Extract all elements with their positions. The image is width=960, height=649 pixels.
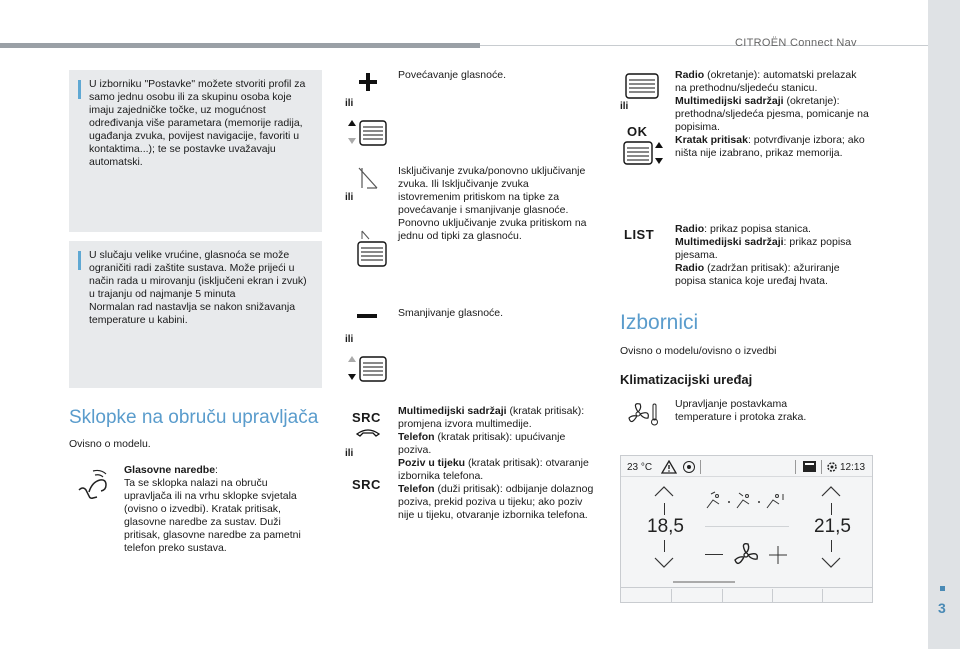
info-note-bar <box>78 251 81 270</box>
right-temperature[interactable]: 21,5 <box>814 516 851 537</box>
info-note-text: U slučaju velike vrućine, glasnoća se može ograničiti radi zaštite sustava. Može prijeći u način rada u mirovanju (isključeni ekran i zvuk) u trajanju od najmanje 5 minuta <box>89 249 307 300</box>
right-temp-down-chevron-icon[interactable] <box>820 556 842 570</box>
src-description <box>398 405 596 522</box>
volume-down-text: Smanjivanje glasnoće. <box>398 307 504 319</box>
section-subtitle: Ovisno o modelu. <box>69 438 151 450</box>
bottom-tab-divider <box>772 589 773 602</box>
list-term: Radio <box>675 262 705 274</box>
scroll-wheel-down-icon <box>346 354 388 384</box>
page-side-strip <box>928 0 960 649</box>
minus-icon <box>357 312 377 320</box>
info-note-heat <box>69 241 322 388</box>
left-temp-up-chevron-icon[interactable] <box>653 484 675 498</box>
section-title-switches: Sklopke na obruču upravljača <box>69 407 319 428</box>
fan-icon[interactable] <box>732 541 760 569</box>
temp-separator <box>831 503 832 515</box>
ok-text: (okretanje): prethodna/sljedeća pjesma, pomicanje na popisima. <box>675 95 869 133</box>
clock: 12:13 <box>840 462 866 473</box>
voice-command-text: Ta se sklopka nalazi na obruču upravljača ili na vrhu sklopke svjetala (ovisno o izvedbi). Kratak pritisak, glasovne naredbe za sustav. Duži pritisak, glasovne naredbe za pametni telefon preko sustava. <box>124 477 301 554</box>
voice-command-icon <box>73 468 111 506</box>
status-divider <box>700 460 701 474</box>
scroll-wheel-up-icon <box>346 118 388 148</box>
ok-text: : potvrđivanje izbora; ako ništa nije izabrano, prikaz memorija. <box>675 134 865 159</box>
ok-button-label: OK <box>627 124 648 139</box>
or-label: ili <box>345 334 354 345</box>
list-text: (zadržan pritisak): ažuriranje popisa stanica koje uređaj hvata. <box>675 262 840 287</box>
list-text: : prikaz popisa stanica. <box>704 223 811 235</box>
src-term: Telefon <box>398 431 435 443</box>
list-term: Multimedijski sadržaji <box>675 236 784 248</box>
scroll-wheel-ok-icon <box>622 140 664 166</box>
bottom-tab-divider <box>722 589 723 602</box>
ok-text: (okretanje): automatski prelazak na prethodnu/sljedeću stanicu. <box>675 69 857 94</box>
or-label: ili <box>345 448 354 459</box>
status-divider <box>795 460 796 474</box>
ok-term: Multimedijski sadržaji <box>675 95 784 107</box>
src-term: Telefon <box>398 483 435 495</box>
plus-icon <box>358 72 378 92</box>
or-label: ili <box>345 192 354 203</box>
left-temperature[interactable]: 18,5 <box>647 516 684 537</box>
brand-label: CITROËN Connect Nav <box>735 37 857 49</box>
temp-separator <box>664 503 665 515</box>
src-term: Poziv u tijeku <box>398 457 466 469</box>
air-distribution-icon[interactable] <box>705 490 789 510</box>
list-term: Radio <box>675 223 705 235</box>
status-bar-line <box>621 476 872 477</box>
or-label: ili <box>620 101 629 112</box>
left-temp-down-chevron-icon[interactable] <box>653 556 675 570</box>
ok-description <box>675 69 871 160</box>
src-text: (kratak pritisak): otvaranje izbornika telefona. <box>398 457 589 482</box>
info-note-text: U izborniku "Postavke" možete stvoriti profil za samo jednu osobu ili za skupinu osoba koje imaju zajedničke točke, uz mogućnost određivanja više parametara (memorije radija, ugađanja zvuka, povijest navigacije, favoriti u kontaktima...); te se postavke uvažavaju automatski. <box>89 78 306 168</box>
src-term: Multimedijski sadržaji <box>398 405 507 417</box>
right-temp-up-chevron-icon[interactable] <box>820 484 842 498</box>
ok-term: Kratak pritisak <box>675 134 748 146</box>
ok-term: Radio <box>675 69 705 81</box>
outside-temperature: 23 °C <box>627 462 653 473</box>
list-text: : prikaz popisa pjesama. <box>675 236 852 261</box>
drawer-handle[interactable] <box>673 581 735 583</box>
list-button-label: LIST <box>624 227 655 242</box>
bottom-tab-divider <box>671 589 672 602</box>
src-text: (kratak pritisak): promjena izvora multimedije. <box>398 405 585 430</box>
climate-title: Klimatizacijski uređaj <box>620 372 753 387</box>
info-note-bar <box>78 80 81 99</box>
voice-command-title: Glasovne naredbe <box>124 464 216 476</box>
mute-text: Isključivanje zvuka/ponovno uključivanje zvuka. Ili Isključivanje zvuka istovremenim pritiskom na tipke za povećavanje i smanjivanje glasnoće. Ponovno uključivanje zvuka pritiskom na jednu od tipki za glasnoću. <box>398 165 587 242</box>
bottom-tab-divider <box>822 589 823 602</box>
menus-subtitle: Ovisno o modelu/ovisno o izvedbi <box>620 345 777 357</box>
voice-command-description: Glasovne naredbe: Ta se sklopka nalazi na obruču upravljača ili na vrhu sklopke svjetala (ovisno o izvedbi). Kratak pritisak, glasovne naredbe za sustav. Duži pritisak, glasovne naredbe za pametni telefon preko sustava. <box>124 464 301 554</box>
climate-text: Upravljanje postavkama temperature i protoka zraka. <box>675 398 807 423</box>
header-line <box>480 45 928 46</box>
scroll-wheel-icon <box>622 72 664 100</box>
phone-icon <box>355 427 381 437</box>
climate-icon <box>626 400 660 428</box>
control-divider <box>705 526 789 527</box>
temp-separator <box>664 540 665 552</box>
src-button-label: SRC <box>352 410 381 425</box>
header-bar <box>0 43 480 48</box>
climate-screen <box>620 455 873 603</box>
location-icon <box>682 460 696 474</box>
or-label: ili <box>345 98 354 109</box>
warning-icon <box>661 460 677 474</box>
fan-plus-icon[interactable] <box>768 545 788 565</box>
info-note-profiles <box>69 70 322 232</box>
fan-minus-icon[interactable] <box>705 554 723 555</box>
mute-icon <box>357 166 379 190</box>
section-title-menus: Izbornici <box>620 311 699 334</box>
src-button-label: SRC <box>352 477 381 492</box>
media-icon <box>802 460 818 474</box>
status-divider <box>821 460 822 474</box>
page-marker <box>940 586 945 591</box>
page-number: 3 <box>938 600 946 616</box>
volume-up-text: Povećavanje glasnoće. <box>398 69 506 81</box>
src-text: (kratak pritisak): upućivanje poziva. <box>398 431 566 456</box>
temp-separator <box>831 540 832 552</box>
src-text: (duži pritisak): odbijanje dolaznog poziva, prekid poziva u tijeku; ako poziv nije u tijeku, otvaranje izbornika telefona. <box>398 483 594 521</box>
settings-icon <box>825 460 839 474</box>
info-note-text: Normalan rad nastavlja se nakon snižavanja temperature u kabini. <box>89 301 296 326</box>
scroll-wheel-mute-icon <box>346 230 388 268</box>
list-description <box>675 223 871 288</box>
bottom-bar-line <box>621 587 872 588</box>
